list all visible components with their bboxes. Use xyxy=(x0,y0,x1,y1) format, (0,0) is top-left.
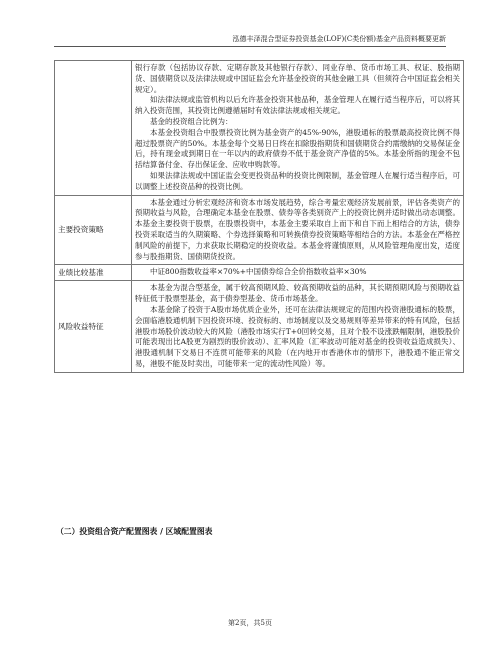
paragraph: 本基金通过分析宏观经济和资本市场发展趋势，综合考量宏观经济发展前景，评估各类资产的预期收益与风险，合理确定本基金在股票、债券等各类别资产上的投资比例并适时做出动态调整。本基金主要投资于股票，在股票投资中，本基金主要采取自上而下和自下而上相结合的方法，债券投资采取适当的久期策略、个券选择策略和可转换债券投资策略等相结合的方法。本基金在严格控制风险的前提下，力求获取长期稳定的投资收益。本基金将谨慎原则，从风险管理角度出发，适度参与股指期货、国债期货投资。 xyxy=(135,197,460,261)
paragraph: 如法律法规或监管机构以后允许基金投资其他品种，基金管理人在履行适当程序后，可以将其纳入投资范围，其投资比例遵循届时有效法律法规或相关规定。 xyxy=(135,95,460,116)
paragraph: 如果法律法规或中国证监会变更投资品种的投资比例限制，基金管理人在履行适当程序后，可以调整上述投资品种的投资比例。 xyxy=(135,170,460,191)
paragraph: 银行存款（包括协议存款、定期存款及其他银行存款）、同业存单、货币市场工具、权证、股指期货、国债期货以及法律法规或中国证监会允许基金投资的其他金融工具（但须符合中国证监会相关规定）。 xyxy=(135,63,460,94)
product-info-table xyxy=(54,60,464,373)
row-content xyxy=(132,195,464,265)
page-number: 第2页，共5页 xyxy=(228,619,272,627)
section-title: （二）投资组合资产配置图表 / 区域配置图表 xyxy=(56,527,213,536)
row-label xyxy=(55,61,132,196)
table-row xyxy=(55,195,464,265)
table-row xyxy=(55,61,464,196)
paragraph: 中证800指数收益率×70%+中国债券综合全价指数收益率×30% xyxy=(150,267,367,277)
row-label: 风险收益特征 xyxy=(55,281,132,372)
row-content xyxy=(132,281,464,372)
table-row xyxy=(55,265,464,281)
page-header: 泓德丰泽混合型证券投资基金(LOF)(C类份额)基金产品资料概要更新 xyxy=(54,34,446,47)
table-row xyxy=(55,281,464,372)
row-label: 业绩比较基准 xyxy=(55,265,132,281)
row-label: 主要投资策略 xyxy=(55,195,132,265)
row-content xyxy=(132,61,464,196)
paragraph: 本基金为混合型基金，属于较高预期风险、较高预期收益的品种，其长期预期风险与预期收益特征低于股票型基金，高于债券型基金、货币市场基金。 xyxy=(135,283,460,304)
paragraph: 本基金投资组合中股票投资比例为基金资产的45%-90%，港股通标的股票最高投资比例不得超过股票资产的50%。本基金每个交易日日终在扣除股指期货和国债期货合约需缴纳的交易保证金后，持有现金或到期日在一年以内的政府债券不低于基金资产净值的5%。本基金所指的现金不包括结算备付金、存出保证金、应收申购款等。 xyxy=(135,127,460,170)
paragraph: 基金的投资组合比例为： xyxy=(150,116,233,126)
paragraph: 本基金除了投资于A股市场优质企业外，还可在法律法规规定的范围内投资港股通标的股票，会面临港股通机制下因投资环境、投资标的、市场制度以及交易规则等差异带来的特有风险，包括港股市场股价波动较大的风险（港股市场实行T+0回转交易，且对个股不设涨跌幅限制，港股股价可能表现出比A股更为剧烈的股价波动）、汇率风险（汇率波动可能对基金的投资收益造成损失）、港股通机制下交易日不连贯可能带来的风险（在内地开市香港休市的情形下，港股通不能正常交易，港股不能及时卖出，可能带来一定的流动性风险）等。 xyxy=(135,304,460,368)
row-content xyxy=(132,265,464,281)
